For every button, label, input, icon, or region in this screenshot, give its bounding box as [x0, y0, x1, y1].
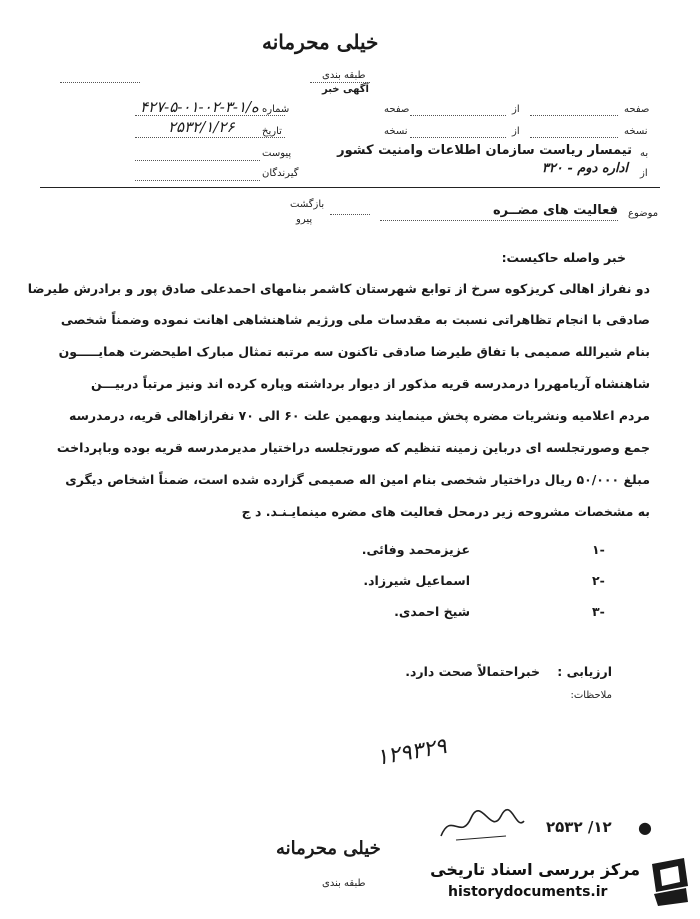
attachment-label: پیوست	[262, 148, 292, 159]
date-line	[135, 137, 285, 138]
evaluation-value: خبراحتمالاً صحت دارد.	[405, 664, 540, 679]
person-1-name: عزیزمحمد وفائی.	[361, 542, 470, 557]
person-3-num: ۳-	[592, 604, 605, 619]
return-line	[330, 214, 370, 215]
copy-line	[530, 137, 618, 138]
subject-value: فعالیت های مضــره	[492, 203, 618, 218]
number-line	[135, 115, 285, 116]
copy-label: نسخه	[624, 126, 648, 137]
subject-line	[380, 220, 618, 221]
body-line-5: مردم اعلامیه ونشریات مضره پخش مینمایند وبهمین علت ۶۰ الی ۷۰ نفرازاهالی قریه، درمدرسه	[69, 408, 650, 423]
archive-logo-icon	[648, 856, 692, 908]
to-value: تیمسار ریاست سازمان اطلاعات وامنیت کشور	[337, 143, 632, 158]
doc-type: آگهی خبر	[322, 84, 369, 95]
classification-line	[310, 82, 370, 83]
body-line-3: بنام شیرالله صمیمی با تفاق طیرضا صادقی تاکنون سه مرتبه تمثال مبارک اطیحضرت همایـــــون	[58, 344, 650, 359]
body-line-6: جمع وصورتجلسه ای درباین زمینه تنظیم که صورتجلسه دراختیار مدیرمدرسه قریه بوده وباپرداخت	[56, 440, 650, 455]
page-from: از	[512, 104, 520, 115]
to-prefix: به	[640, 148, 649, 159]
from-value: اداره دوم - ۳۲۰	[541, 161, 628, 176]
evaluation-label: ارزیابی :	[557, 664, 612, 679]
classification-bottom: خیلی محرمانه	[276, 838, 381, 859]
body-line-2: صادقی با انجام تظاهراتی نسبت به مقدسات ملی ورژیم شاهنشاهی اهانت نموده وضمناً شخصی	[60, 312, 650, 327]
person-2-name: اسماعیل شیرزاد.	[363, 573, 470, 588]
body-line-1: دو نفراز اهالی کریزکوه سرخ از توابع شهرستان کاشمر بنامهای احمدعلی صادق پور و برادرش طیرضا	[27, 281, 650, 296]
handwritten-number: ۱۲۹۳۲۹	[374, 734, 449, 771]
watermark-title: مرکز بررسی اسناد تاریخی	[430, 860, 640, 879]
date-label: تاریخ	[262, 126, 282, 137]
body-source: خبر واصله حاکیست:	[501, 250, 626, 265]
page-label: صفحه	[624, 104, 650, 115]
header-rule	[40, 187, 660, 188]
recipients-line	[135, 180, 260, 181]
signature-icon	[436, 806, 526, 846]
subject-label: موضوع	[628, 208, 659, 219]
watermark-url: historydocuments.ir	[448, 884, 608, 900]
page-line	[530, 115, 618, 116]
return-sub: پیرو	[296, 214, 313, 225]
copy-of-line	[410, 137, 506, 138]
remarks-label: ملاحظات:	[570, 690, 612, 701]
body-line-4: شاهنشاه آریامهررا درمدرسه قریه مذکور از دیوار برداشته وپاره کرده اند ونیز مرتباً دربیـــن	[90, 376, 650, 391]
classification-label: طبقه بندی	[322, 70, 366, 81]
urgency-line	[60, 82, 140, 83]
classification-top: خیلی محرمانه	[262, 30, 379, 54]
recipients-label: گیرندگان	[262, 168, 299, 179]
person-2-num: ۲-	[592, 573, 605, 588]
number-label: شماره	[262, 104, 290, 115]
stamp-code: ۲۵۳۲ /۱۲	[546, 818, 612, 836]
number-value: ه/۱-۳-۰۲-۰۱-۵-۴۲۷	[140, 98, 259, 116]
copy-label-2: نسخه	[384, 126, 408, 137]
from-prefix: از	[640, 168, 648, 179]
body-line-7: مبلغ ۵۰/۰۰۰ ریال دراختیار شخصی بنام امین اله صمیمی گزارده شده است، ضمناً اشخاص دیگری	[65, 472, 650, 487]
page-of-line	[410, 115, 506, 116]
return-label: بازگشت	[290, 199, 325, 210]
attachment-line	[135, 160, 260, 161]
body-line-8: به مشخصات مشروحه زیر درمحل فعالیت های مضره مینمایـنـد. د ج	[241, 504, 650, 519]
date-value: ۲۵۳۲/۱/۲۶	[168, 118, 235, 136]
stamp-mark-icon: ●	[638, 818, 652, 837]
page-label-2: صفحه	[384, 104, 410, 115]
classification-bottom-label: طبقه بندی	[322, 878, 366, 889]
copy-from: از	[512, 126, 520, 137]
person-3-name: شیخ احمدی.	[394, 604, 470, 619]
person-1-num: ۱-	[592, 542, 605, 557]
